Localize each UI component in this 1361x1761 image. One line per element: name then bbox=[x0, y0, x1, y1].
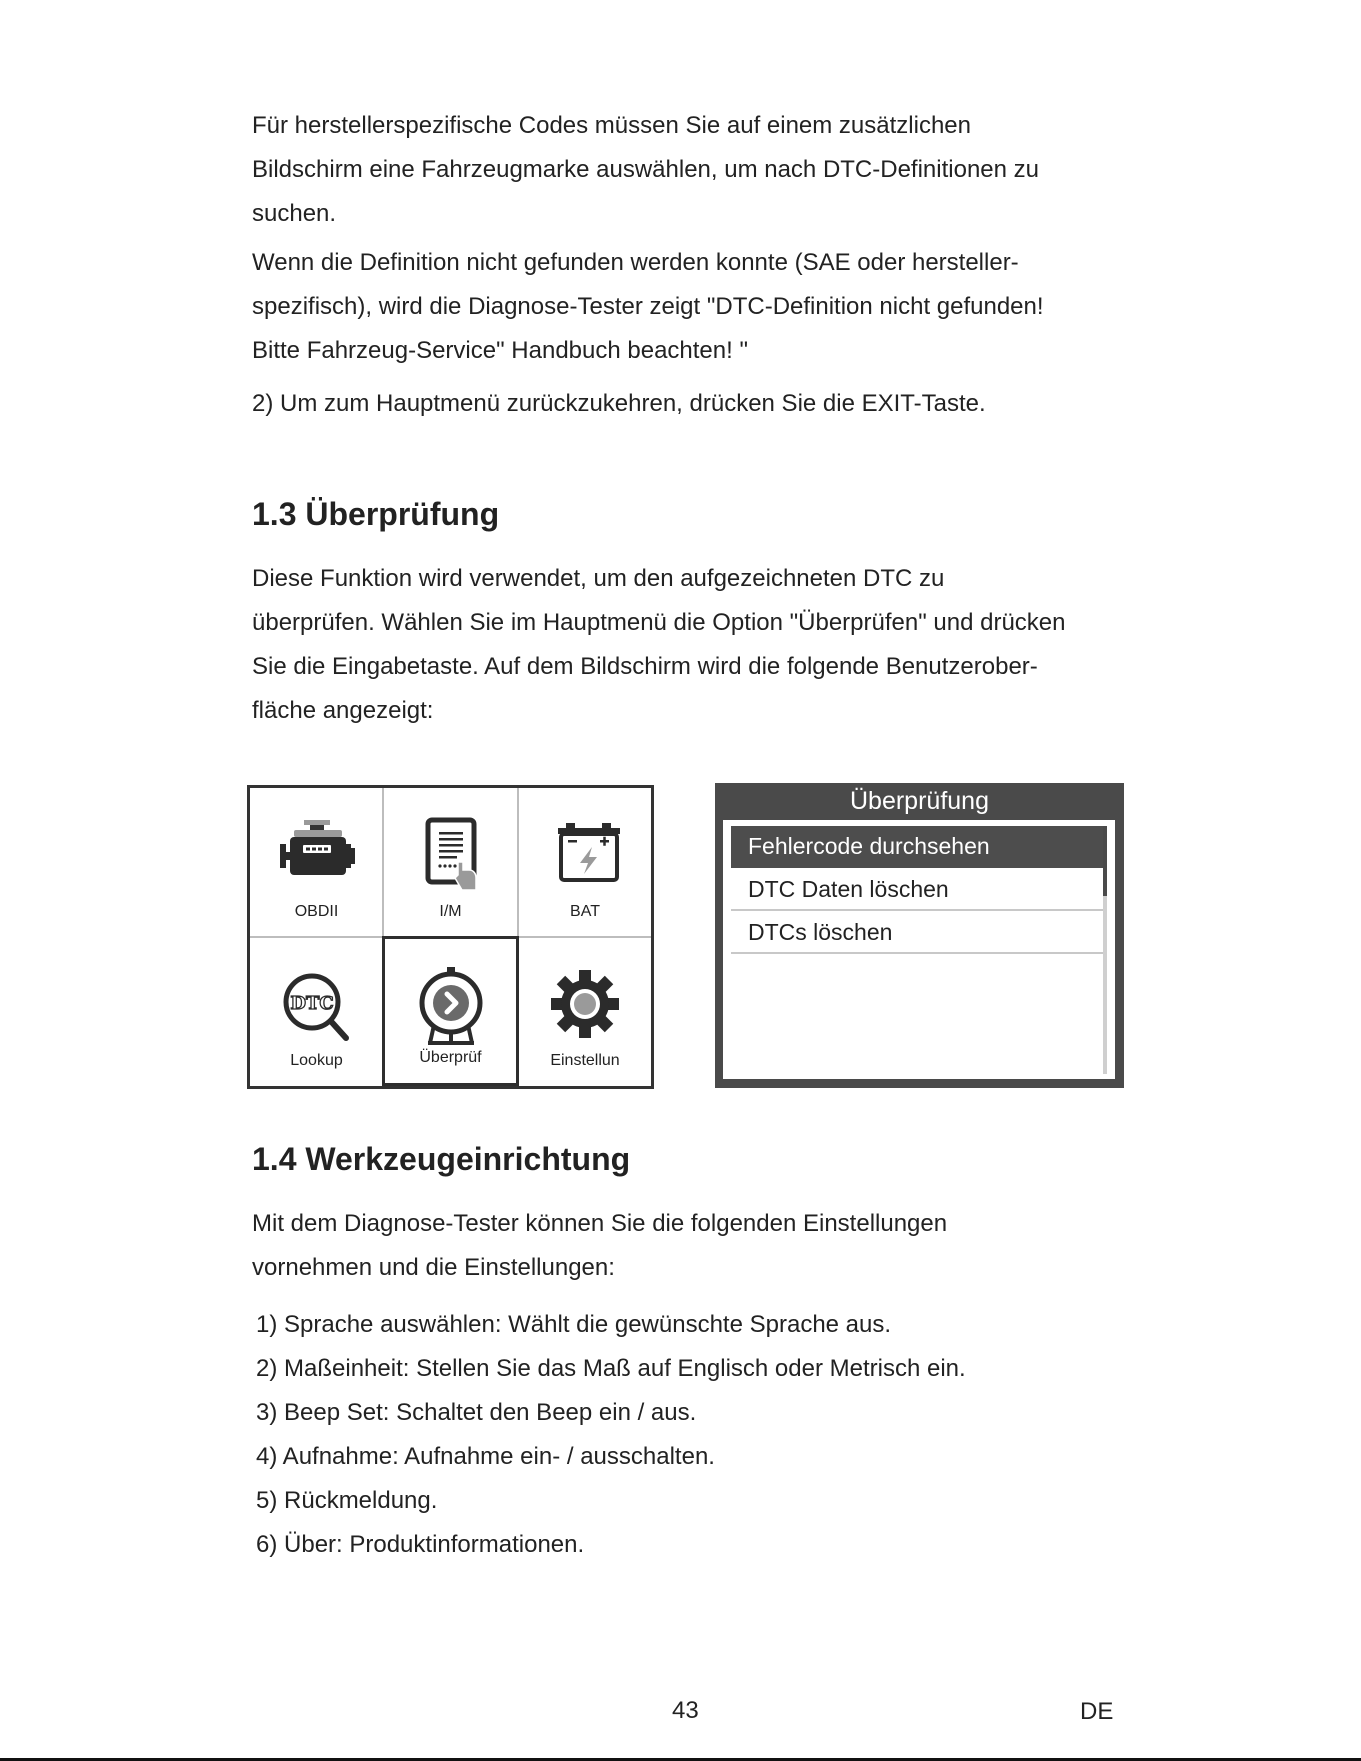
definition-paragraph bbox=[252, 241, 1152, 373]
menu-tile-label: BAT bbox=[570, 903, 600, 920]
section-1-4-heading: 1.4 Werkzeugeinrichtung bbox=[252, 1141, 631, 1177]
menu-tile-review[interactable] bbox=[382, 936, 519, 1086]
section-1-3-line: fläche angezeigt: bbox=[252, 697, 434, 724]
section-1-3-line: überprüfen. Wählen Sie im Hauptmenü die Option "Überprüfen" und drücken bbox=[252, 609, 1066, 636]
menu-item-clear-dtcs[interactable]: DTCs löschen bbox=[731, 912, 1103, 954]
menu-tile-label: Lookup bbox=[290, 1052, 343, 1069]
menu-tile-label: I/M bbox=[439, 903, 462, 920]
settings-list-item: 1) Sprache auswählen: Wählt die gewünschte Sprache aus. bbox=[256, 1311, 892, 1338]
screen-body bbox=[723, 820, 1115, 1079]
settings-list bbox=[256, 1303, 966, 1567]
definition-line: Bitte Fahrzeug-Service" Handbuch beachten! " bbox=[252, 337, 748, 364]
settings-list-item: 2) Maßeinheit: Stellen Sie das Maß auf Englisch oder Metrisch ein. bbox=[256, 1355, 966, 1382]
section-1-4-line: Mit dem Diagnose-Tester können Sie die folgenden Einstellungen bbox=[252, 1210, 948, 1237]
battery-icon bbox=[540, 812, 630, 902]
step-2-line: 2) Um zum Hauptmenü zurückzukehren, drücken Sie die EXIT-Taste. bbox=[252, 390, 986, 417]
section-1-3-line: Diese Funktion wird verwendet, um den aufgezeichneten DTC zu bbox=[252, 565, 945, 592]
menu-tile-bat[interactable] bbox=[519, 788, 651, 937]
section-1-3-line: Sie die Eingabetaste. Auf dem Bildschirm wird die folgende Benutzerober- bbox=[252, 653, 1038, 680]
settings-list-item: 6) Über: Produktinformationen. bbox=[256, 1531, 585, 1558]
menu-tile-settings[interactable] bbox=[519, 938, 651, 1086]
review-menu-list bbox=[731, 826, 1103, 955]
menu-tile-obdii[interactable] bbox=[250, 788, 383, 937]
menu-tile-label: Einstellun bbox=[550, 1052, 620, 1069]
menu-item-clear-dtc-data[interactable]: DTC Daten löschen bbox=[731, 869, 1103, 911]
intro-line: Bildschirm eine Fahrzeugmarke auswählen, um nach DTC-Definitionen zu bbox=[252, 156, 1040, 183]
screen-title: Überprüfung bbox=[850, 787, 989, 815]
menu-tile-lookup[interactable] bbox=[250, 938, 383, 1086]
menu-item-review-codes[interactable]: Fehlercode durchsehen bbox=[731, 826, 1103, 868]
definition-line: Wenn die Definition nicht gefunden werden konnte (SAE oder hersteller- bbox=[252, 249, 1019, 276]
main-menu-grid bbox=[247, 785, 654, 1089]
menu-tile-label: Überprüf bbox=[419, 1049, 482, 1066]
section-1-4-line: vornehmen und die Einstellungen: bbox=[252, 1254, 615, 1281]
menu-tile-im[interactable] bbox=[384, 788, 517, 937]
svg-text:DTC: DTC bbox=[289, 993, 334, 1014]
gear-icon bbox=[540, 962, 630, 1052]
tablet-touch-icon bbox=[406, 812, 496, 902]
menu-tile-label: OBDII bbox=[294, 903, 339, 920]
settings-list-item: 4) Aufnahme: Aufnahme ein- / ausschalten. bbox=[256, 1443, 715, 1470]
language-code: DE bbox=[1080, 1698, 1114, 1725]
engine-icon bbox=[272, 812, 362, 902]
page-number: 43 bbox=[672, 1697, 699, 1724]
step-2-text bbox=[252, 382, 1152, 426]
review-icon bbox=[406, 963, 496, 1053]
intro-paragraph bbox=[252, 104, 1152, 236]
scrollbar[interactable] bbox=[1103, 826, 1107, 1074]
definition-line: spezifisch), wird die Diagnose-Tester zeigt "DTC-Definition nicht gefunden! bbox=[252, 293, 1044, 320]
dtc-magnifier-icon bbox=[272, 962, 362, 1052]
settings-list-item: 5) Rückmeldung. bbox=[256, 1487, 438, 1514]
intro-line: Für herstellerspezifische Codes müssen Sie auf einem zusätzlichen bbox=[252, 112, 972, 139]
section-1-3-heading: 1.3 Überprüfung bbox=[252, 496, 500, 532]
section-1-4-paragraph bbox=[252, 1202, 1152, 1290]
scrollbar-thumb[interactable] bbox=[1103, 826, 1107, 896]
section-1-3-paragraph bbox=[252, 557, 1152, 733]
settings-list-item: 3) Beep Set: Schaltet den Beep ein / aus. bbox=[256, 1399, 697, 1426]
intro-line: suchen. bbox=[252, 200, 337, 227]
device-screen bbox=[715, 783, 1124, 1088]
